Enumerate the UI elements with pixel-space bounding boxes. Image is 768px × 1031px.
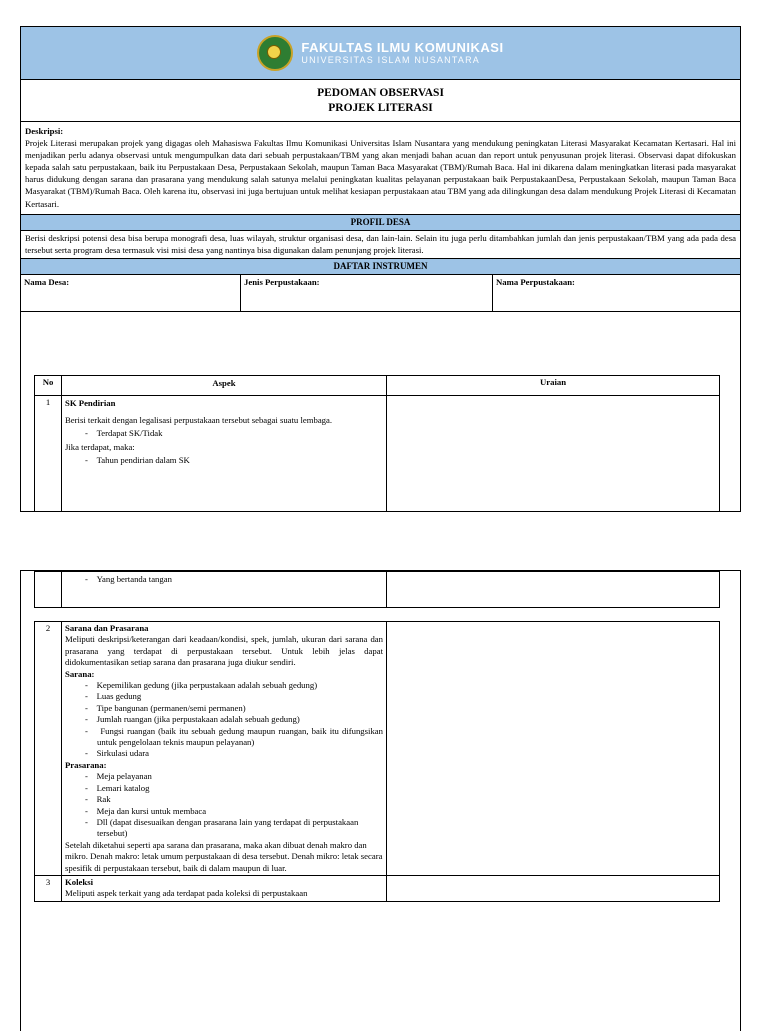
aspek-line: Jika terdapat, maka: (65, 441, 135, 452)
title-line-1: PEDOMAN OBSERVASI (317, 87, 444, 99)
university-logo-icon (257, 35, 293, 71)
uraian-cell[interactable] (387, 572, 720, 608)
prasarana-heading: Prasarana: (65, 759, 107, 770)
university-name: UNIVERSITAS ISLAM NUSANTARA (301, 55, 480, 65)
aspek-line: Berisi terkait dengan legalisasi perpustakaan tersebut sebagai suatu lembaga. (65, 414, 333, 425)
instrument-table (34, 375, 720, 512)
instrument-table-rows (34, 621, 720, 902)
instrument-fields-row (21, 275, 740, 312)
nama-perpustakaan-field: Nama Perpustakaan: (496, 277, 575, 288)
aspek-cell (62, 572, 387, 608)
aspek-cell (62, 622, 387, 876)
sarana-item: - Luas gedung (85, 691, 142, 702)
row-number: 1 (35, 396, 62, 512)
nama-desa-field: Nama Desa: (21, 275, 241, 311)
header-banner (21, 27, 740, 80)
document-page-2 (20, 570, 741, 1031)
uraian-cell[interactable] (387, 396, 720, 512)
table-header-row (35, 376, 720, 396)
profil-desa-heading: PROFIL DESA (21, 215, 740, 231)
sarana-item: - Sirkulasi udara (85, 748, 149, 759)
prasarana-item: - Lemari katalog (85, 782, 150, 793)
aspek-bullet: - Yang bertanda tangan (85, 574, 172, 584)
profil-desa-text: Berisi deskripsi potensi desa bisa berupa monografi desa, luas wilayah, struktur organisasi desa, dan lain-lain. Selain itu juga perlu ditambahkan jumlah dan jenis perpustakaan/TBM yang ada pada desa tersebut serta program desa termasuk visi misi desa yang nantinya bisa digunakan dalam penunjang projek literasi. (21, 231, 740, 260)
prasarana-item: - Dll (dapat disesuaikan dengan prasarana lain yang terdapat di perpustakaan tersebut) (85, 816, 359, 839)
daftar-instrumen-heading: DAFTAR INSTRUMEN (21, 259, 740, 275)
sarana-item: - Fungsi ruangan (baik itu sebuah gedung maupun ruangan, baik itu difungsikan untuk pengelolaan teknis maupun pelayanan) (85, 725, 383, 748)
org-name-block (301, 41, 503, 65)
instrument-table-continued (34, 571, 720, 608)
aspek-title: Sarana dan Prasarana (65, 623, 149, 633)
table-row (35, 875, 720, 901)
table-row (35, 396, 720, 512)
row-number (35, 572, 62, 608)
faculty-name: FAKULTAS ILMU KOMUNIKASI (301, 40, 504, 55)
prasarana-item: - Rak (85, 794, 111, 805)
sarana-item: - Tipe bangunan (permanen/semi permanen) (85, 702, 246, 713)
jenis-perpustakaan-field: Jenis Perpustakaan: (241, 275, 493, 311)
aspek-title: SK Pendirian (65, 398, 116, 408)
title-line-2: PROJEK LITERASI (328, 102, 433, 114)
header-aspek: Aspek (62, 376, 387, 396)
prasarana-item: - Meja pelayanan (85, 771, 152, 782)
aspek-bullet: - Terdapat SK/Tidak (85, 428, 163, 438)
description-section (21, 122, 740, 215)
sarana-heading: Sarana: (65, 668, 95, 679)
document-title (21, 80, 740, 122)
aspek-cell (62, 875, 387, 901)
description-heading: Deskripsi: (25, 126, 64, 136)
prasarana-item: - Meja dan kursi untuk membaca (85, 805, 207, 816)
row-number: 3 (35, 875, 62, 901)
aspek-bullet: - Tahun pendirian dalam SK (85, 455, 190, 465)
document-page-1 (20, 26, 741, 512)
row-number: 2 (35, 622, 62, 876)
aspek-title: Koleksi (65, 876, 93, 887)
aspek-cell (62, 396, 387, 512)
description-text: Projek Literasi merupakan projek yang digagas oleh Mahasiswa Fakultas Ilmu Komunikasi Universitas Islam Nusantara yang mendukung peningkatan Literasi Masyarakat Kecamatan Kertasari. Hal ini menjadikan perlu adanya observasi untuk mengumpulkan data dari sebuah perpustakaan/TBM yang akan menjadi bahan acuan dan report untuk penyusunan projek literasi. Observasi dapat difokuskan kepada salah satu perpustakaan, baik itu Perpustakaan Desa, Perpustakaan Sekolah, maupun Taman Baca Masyarakat (TBM)/Rumah Baca. Hal ini dikarena dalam meningkatkan literasi pada masyarakat harus didukung dengan sarana dan prasarana yang mendukung salah satunya melalui peningkatan kualitas pelayanan perpustakaan baik PerpustakaanDesa, Perpustakaan Sekolah, maupun Taman Baca Masyarakat (TBM)/Rumah Baca. Oleh karena itu, observasi ini juga bertujuan untuk melihat kesiapan perpustakaan atau TBM yang ada dilingkungan desa dalam mendukung Projek Literasi di Kecamatan Kertasari. (25, 138, 736, 209)
aspek-closing: Setelah diketahui seperti apa sarana dan prasarana, maka akan dibuat denah makro dan mikro. Denah makro: letak umum perpustakaan di desa tersebut. Denah mikro: letak secara spesifik di perpustakaan tersebut, baik di dalam maupun di luar. (65, 839, 383, 873)
uraian-cell[interactable] (387, 875, 720, 901)
table-row (35, 572, 720, 608)
uraian-cell[interactable] (387, 622, 720, 876)
header-no: No (35, 376, 62, 396)
aspek-intro: Meliputi aspek terkait yang ada terdapat pada koleksi di perpustakaan (65, 888, 308, 899)
aspek-intro: Meliputi deskripsi/keterangan dari keadaan/kondisi, spek, jumlah, ukuran dari sarana dan prasarana yang terdapat di perpustakaan tersebut. Untuk lebih jelas dapat didokumentasikan setiap sarana dan prasarana juga diukur sendiri. (65, 634, 383, 668)
sarana-item: - Jumlah ruangan (jika perpustakaan adalah sebuah gedung) (85, 714, 300, 725)
header-uraian: Uraian (387, 376, 720, 396)
sarana-item: - Kepemilikan gedung (jika perpustakaan adalah sebuah gedung) (85, 680, 318, 691)
table-row (35, 622, 720, 876)
